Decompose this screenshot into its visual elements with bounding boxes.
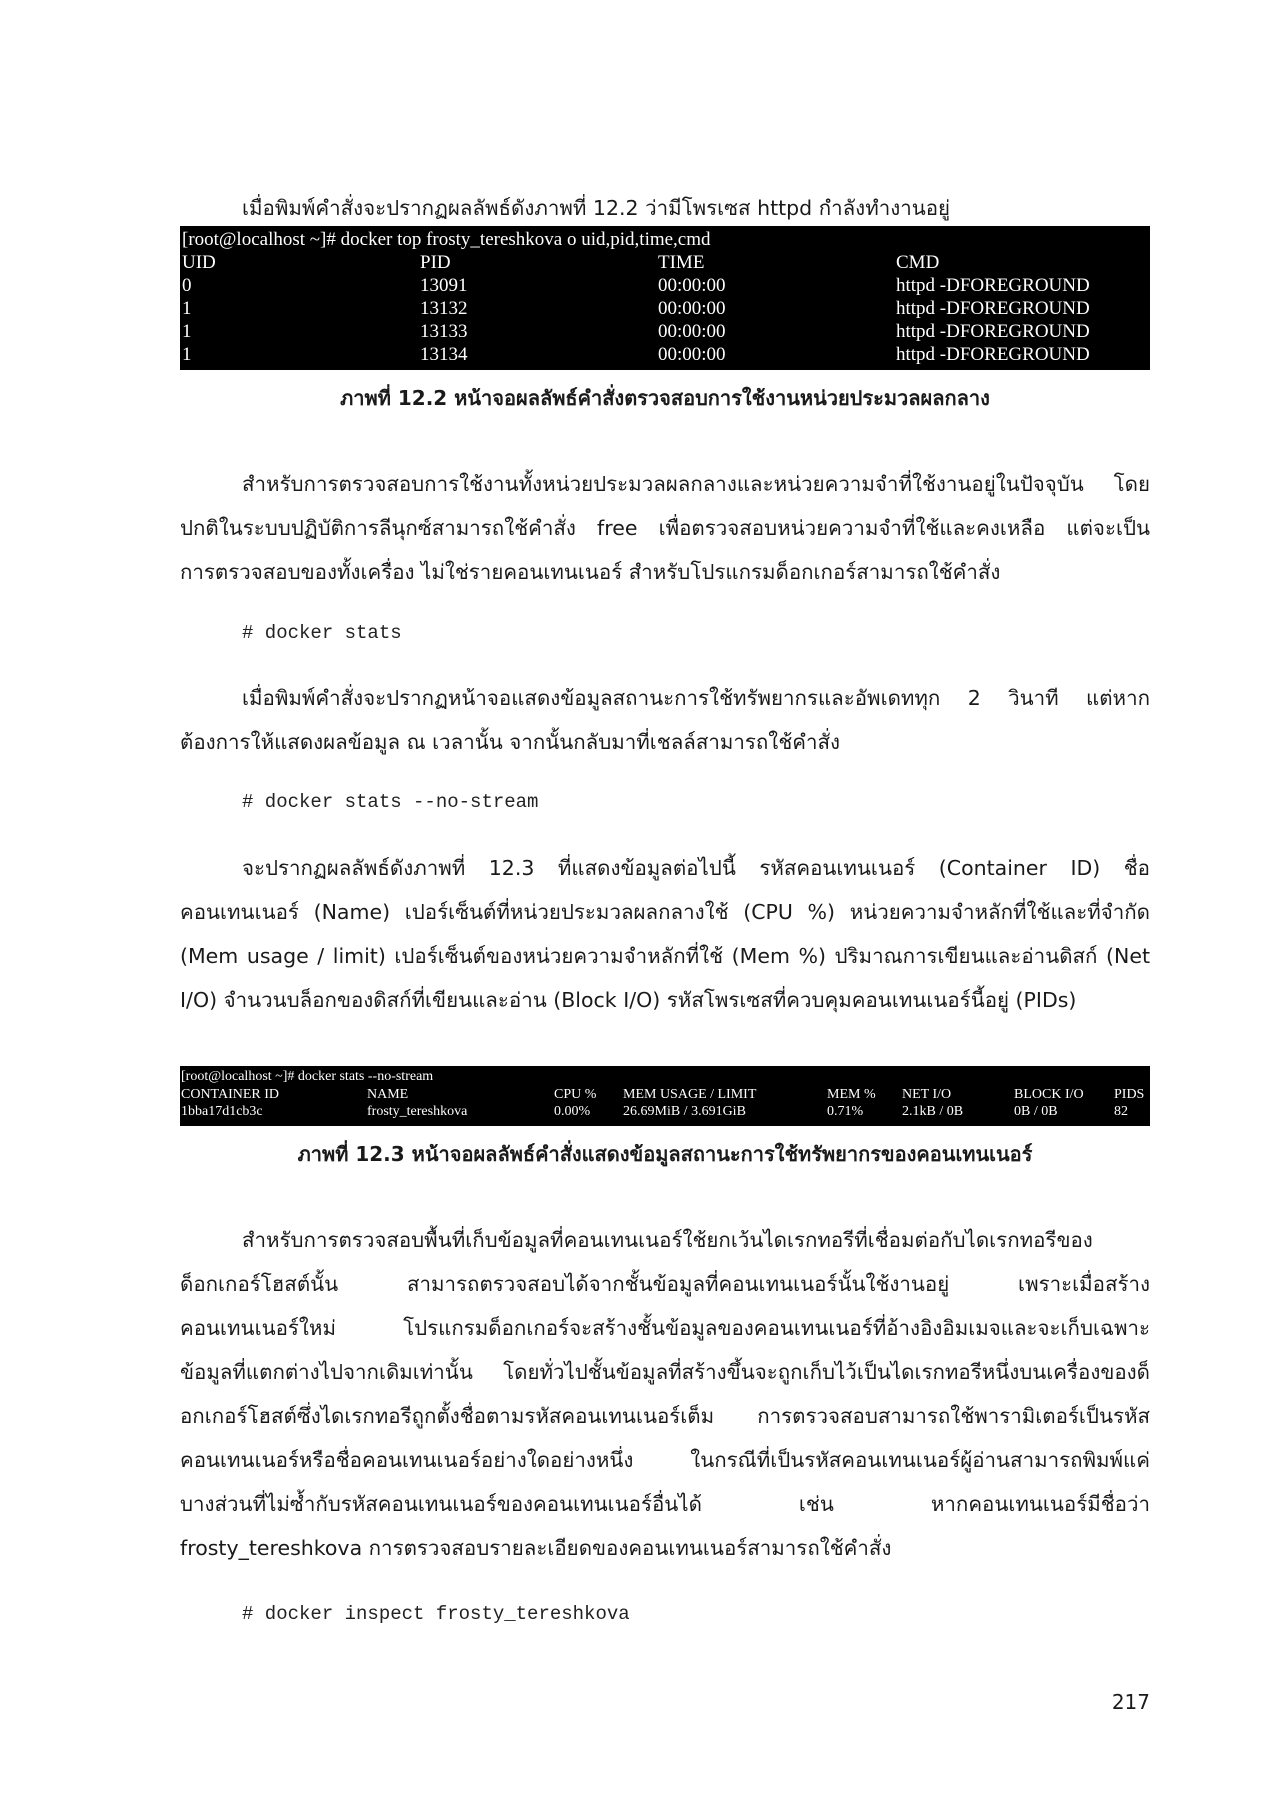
terminal-process-row bbox=[180, 274, 1150, 297]
header-cmd: CMD bbox=[896, 252, 940, 273]
terminal-command-line bbox=[180, 228, 1150, 251]
paragraph-line: จะปรากฏผลลัพธ์ดังภาพที่ 12.3 ที่แสดงข้อมูลต่อไปนี้ รหัสคอนเทนเนอร์ (Container ID) ชื่อ bbox=[242, 856, 1150, 880]
cell-mem-percent: 0.71% bbox=[827, 1104, 864, 1119]
cell-time: 00:00:00 bbox=[658, 321, 726, 342]
header-mem-percent: MEM % bbox=[827, 1086, 876, 1102]
cell-block-io: 0B / 0B bbox=[1014, 1104, 1058, 1119]
header-uid: UID bbox=[182, 252, 216, 273]
terminal-command-line bbox=[180, 1068, 1150, 1086]
body-paragraph bbox=[180, 1218, 1150, 1570]
body-paragraph bbox=[180, 676, 1150, 764]
cell-pid: 13134 bbox=[420, 344, 468, 365]
body-paragraph bbox=[180, 846, 1150, 1022]
terminal-command: [root@localhost ~]# docker stats --no-stream bbox=[181, 1069, 434, 1084]
cell-container-id: 1bba17d1cb3c bbox=[181, 1104, 263, 1119]
paragraph-line: คอนเทนเนอร์ (Name) เปอร์เซ็นต์ที่หน่วยประมวลผลกลางใช้ (CPU %) หน่วยความจำหลักที่ใช้และที่จำกัด bbox=[180, 900, 1150, 924]
cell-time: 00:00:00 bbox=[658, 298, 726, 319]
cell-cpu: 0.00% bbox=[554, 1104, 591, 1119]
terminal-command: [root@localhost ~]# docker top frosty_tereshkova o uid,pid,time,cmd bbox=[182, 229, 711, 250]
header-name: NAME bbox=[367, 1086, 409, 1102]
terminal-process-row bbox=[180, 343, 1150, 366]
cell-uid: 1 bbox=[182, 321, 192, 342]
terminal-process-row bbox=[180, 297, 1150, 320]
code-line: # docker inspect frosty_tereshkova bbox=[242, 1603, 630, 1625]
page-number: 217 bbox=[1111, 1690, 1150, 1714]
cell-pid: 13132 bbox=[420, 298, 468, 319]
paragraph-line: การตรวจสอบของทั้งเครื่อง ไม่ใช่รายคอนเทนเนอร์ สำหรับโปรแกรมด็อกเกอร์สามารถใช้คำสั่ง bbox=[180, 560, 1001, 584]
terminal-screenshot-docker-top bbox=[180, 226, 1150, 370]
header-container-id: CONTAINER ID bbox=[181, 1086, 280, 1102]
cell-uid: 1 bbox=[182, 344, 192, 365]
paragraph-line: คอนเทนเนอร์ใหม่ โปรแกรมด็อกเกอร์จะสร้างชั้นข้อมูลของคอนเทนเนอร์ที่อ้างอิงอิมเมจและจะเก็บเฉพาะ bbox=[180, 1316, 1150, 1340]
paragraph-line: ต้องการให้แสดงผลข้อมูล ณ เวลานั้น จากนั้นกลับมาที่เชลล์สามารถใช้คำสั่ง bbox=[180, 730, 840, 754]
figure-caption: ภาพที่ 12.2 หน้าจอผลลัพธ์คำสั่งตรวจสอบการใช้งานหน่วยประมวลผลกลาง bbox=[340, 386, 990, 410]
cell-uid: 0 bbox=[182, 275, 192, 296]
header-net-io: NET I/O bbox=[902, 1086, 952, 1102]
terminal-screenshot-docker-stats bbox=[180, 1066, 1150, 1126]
code-line: # docker stats bbox=[242, 622, 402, 644]
paragraph-line: ข้อมูลที่แตกต่างไปจากเดิมเท่านั้น โดยทั่วไปชั้นข้อมูลที่สร้างขึ้นจะถูกเก็บไว้เป็นไดเรกทอรีหนึ่งบนเครื่องของด็ bbox=[180, 1360, 1150, 1384]
cell-cmd: httpd -DFOREGROUND bbox=[896, 275, 1090, 296]
header-block-io: BLOCK I/O bbox=[1014, 1086, 1084, 1102]
header-pid: PID bbox=[420, 252, 451, 273]
terminal-header-row bbox=[180, 251, 1150, 274]
paragraph-line: ปกติในระบบปฏิบัติการลีนุกซ์สามารถใช้คำสั่ง free เพื่อตรวจสอบหน่วยความจำที่ใช้และคงเหลือ แต่จะเป็น bbox=[180, 516, 1150, 540]
paragraph-line: คอนเทนเนอร์หรือชื่อคอนเทนเนอร์อย่างใดอย่างหนึ่ง ในกรณีที่เป็นรหัสคอนเทนเนอร์ผู้อ่านสามารถพิมพ์แค่ bbox=[180, 1448, 1150, 1472]
cell-time: 00:00:00 bbox=[658, 275, 726, 296]
cell-uid: 1 bbox=[182, 298, 192, 319]
cell-pids: 82 bbox=[1114, 1104, 1128, 1119]
header-time: TIME bbox=[658, 252, 705, 273]
paragraph-line: เมื่อพิมพ์คำสั่งจะปรากฏผลลัพธ์ดังภาพที่ 12.2 ว่ามีโพรเซส httpd กำลังทำงานอยู่ bbox=[242, 196, 951, 220]
paragraph-line: สำหรับการตรวจสอบพื้นที่เก็บข้อมูลที่คอนเทนเนอร์ใช้ยกเว้นไดเรกทอรีที่เชื่อมต่อกับไดเรกทอรีของ bbox=[242, 1228, 1093, 1252]
header-pids: PIDS bbox=[1114, 1086, 1145, 1102]
cell-time: 00:00:00 bbox=[658, 344, 726, 365]
cell-mem-usage: 26.69MiB / 3.691GiB bbox=[623, 1104, 746, 1119]
paragraph-line: frosty_tereshkova การตรวจสอบรายละเอียดของคอนเทนเนอร์สามารถใช้คำสั่ง bbox=[180, 1536, 892, 1560]
terminal-container-row bbox=[180, 1103, 1150, 1121]
paragraph-line: (Mem usage / limit) เปอร์เซ็นต์ของหน่วยความจำหลักที่ใช้ (Mem %) ปริมาณการเขียนและอ่านดิสก์ (Net bbox=[180, 944, 1150, 968]
cell-cmd: httpd -DFOREGROUND bbox=[896, 298, 1090, 319]
cell-net-io: 2.1kB / 0B bbox=[902, 1104, 964, 1119]
intro-paragraph bbox=[180, 186, 1150, 230]
paragraph-line: ด็อกเกอร์โฮสต์นั้น สามารถตรวจสอบได้จากชั้นข้อมูลที่คอนเทนเนอร์นั้นใช้งานอยู่ เพราะเมื่อสร้าง bbox=[180, 1272, 1150, 1296]
paragraph-line: I/O) จำนวนบล็อกของดิสก์ที่เขียนและอ่าน (Block I/O) รหัสโพรเซสที่ควบคุมคอนเทนเนอร์นี้อยู่ (PIDs) bbox=[180, 988, 1077, 1012]
paragraph-line: สำหรับการตรวจสอบการใช้งานทั้งหน่วยประมวลผลกลางและหน่วยความจำที่ใช้งานอยู่ในปัจจุบัน โดย bbox=[242, 472, 1150, 496]
paragraph-line: เมื่อพิมพ์คำสั่งจะปรากฏหน้าจอแสดงข้อมูลสถานะการใช้ทรัพยากรและอัพเดททุก 2 วินาที แต่หาก bbox=[242, 686, 1150, 710]
code-line: # docker stats --no-stream bbox=[242, 791, 539, 813]
terminal-process-row bbox=[180, 320, 1150, 343]
cell-cmd: httpd -DFOREGROUND bbox=[896, 344, 1090, 365]
paragraph-line: บางส่วนที่ไม่ซ้ำกับรหัสคอนเทนเนอร์ของคอนเทนเนอร์อื่นได้ เช่น หากคอนเทนเนอร์มีชื่อว่า bbox=[180, 1492, 1150, 1516]
header-cpu: CPU % bbox=[554, 1086, 597, 1102]
header-mem-usage: MEM USAGE / LIMIT bbox=[623, 1086, 757, 1102]
cell-cmd: httpd -DFOREGROUND bbox=[896, 321, 1090, 342]
terminal-header-row bbox=[180, 1086, 1150, 1104]
cell-name: frosty_tereshkova bbox=[367, 1104, 468, 1119]
paragraph-line: อกเกอร์โฮสต์ซึ่งไดเรกทอรีถูกตั้งชื่อตามรหัสคอนเทนเนอร์เต็ม การตรวจสอบสามารถใช้พารามิเตอร์เป็นรหัส bbox=[180, 1404, 1150, 1428]
body-paragraph bbox=[180, 462, 1150, 594]
figure-caption: ภาพที่ 12.3 หน้าจอผลลัพธ์คำสั่งแสดงข้อมูลสถานะการใช้ทรัพยากรของคอนเทนเนอร์ bbox=[297, 1142, 1033, 1166]
cell-pid: 13133 bbox=[420, 321, 468, 342]
cell-pid: 13091 bbox=[420, 275, 468, 296]
